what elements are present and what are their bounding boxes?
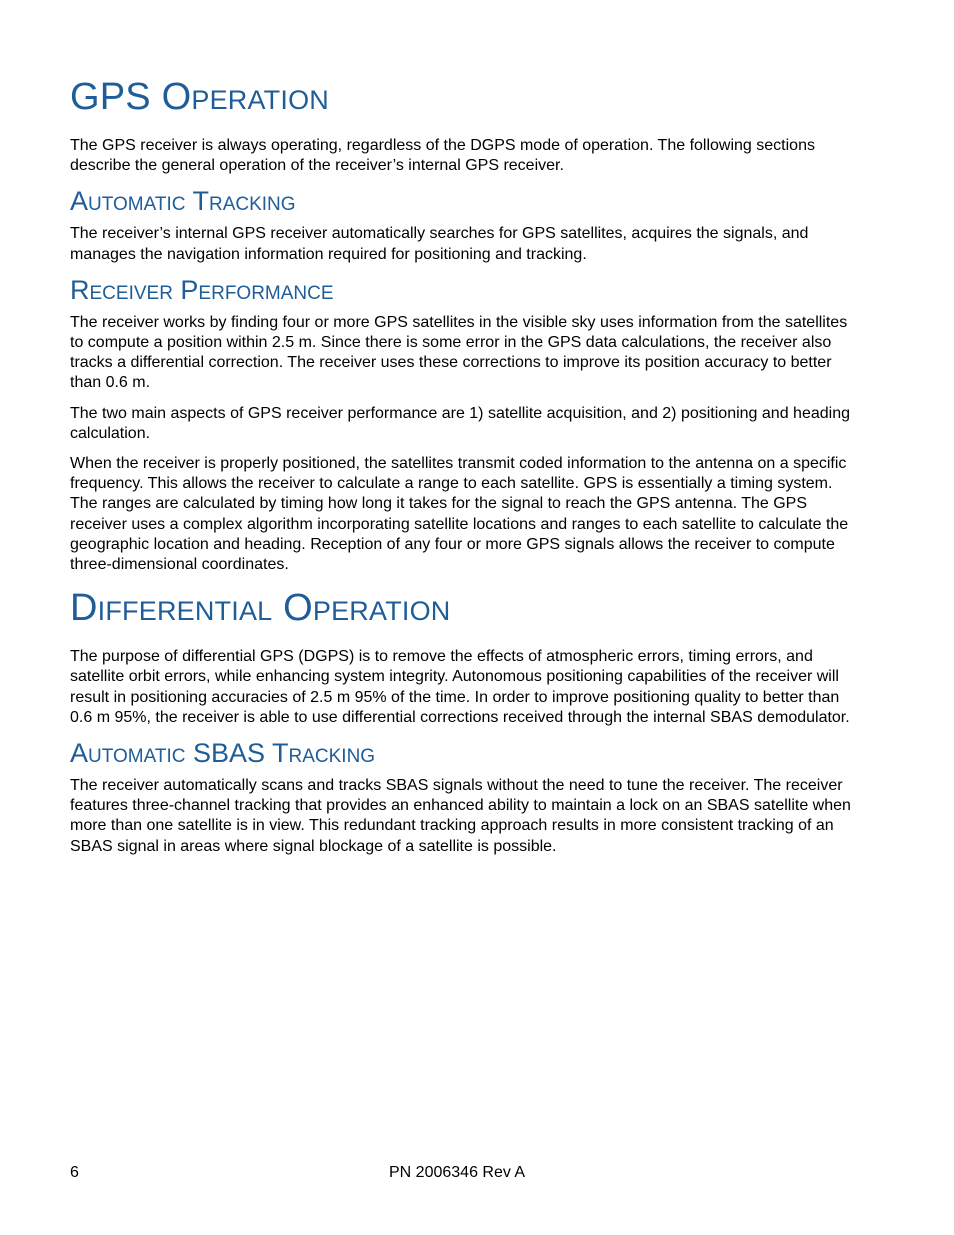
- paragraph: The purpose of differential GPS (DGPS) is to remove the effects of atmospheric errors, timing errors, and satellite orbit errors, while enhancing system integrity. Autonomous positioning capabilities of the receiver will result in positioning accuracies of 2.5 m 95% of the time. In order to improve positioning quality to better than 0.6 m 95%, the receiver is able to use differential corrections received through the internal SBAS demodulator.: [70, 648, 850, 726]
- heading-gps-operation: GPS Operation: [70, 76, 329, 118]
- part-number: PN 2006346 Rev A: [389, 1164, 526, 1181]
- paragraph: When the receiver is properly positioned, the satellites transmit coded information to the antenna on a specific frequency. This allows the receiver to calculate a range to each satellite. GPS is essentially a timing system. The ranges are calculated by timing how long it takes for the signal to reach the GPS antenna. The GPS receiver uses a complex algorithm incorporating satellite locations and ranges to each satellite to calculate the geographic location and heading. Reception of any four or more GPS signals allows the receiver to compute three-dimensional coordinates.: [70, 455, 849, 574]
- paragraph: The two main aspects of GPS receiver performance are 1) satellite acquisition, and 2) positioning and heading calculation.: [70, 404, 850, 442]
- paragraph: The GPS receiver is always operating, regardless of the DGPS mode of operation. The following sections describe the general operation of the receiver’s internal GPS receiver.: [70, 137, 815, 175]
- heading-automatic-sbas-tracking: Automatic SBAS Tracking: [70, 738, 376, 769]
- paragraph: The receiver works by finding four or more GPS satellites in the visible sky uses information from the satellites to compute a position within 2.5 m. Since there is some error in the GPS data calculations, the receiver also tracks a differential correction. The receiver uses these corrections to improve its position accuracy to better than 0.6 m.: [70, 313, 848, 392]
- paragraph: The receiver’s internal GPS receiver automatically searches for GPS satellites, acquires the signals, and manages the navigation information required for positioning and tracking.: [70, 225, 809, 263]
- document-body: [70, 74, 860, 867]
- heading-receiver-performance: Receiver Performance: [70, 274, 334, 305]
- heading-automatic-tracking: Automatic Tracking: [70, 186, 296, 217]
- paragraph: The receiver automatically scans and tracks SBAS signals without the need to tune the receiver. The receiver features three-channel tracking that provides an enhanced ability to maintain a lock on an SBAS satellite when more than one satellite is in view. This redundant tracking approach results in more consistent tracking of an SBAS signal in areas where signal blockage of a satellite is possible.: [70, 777, 851, 855]
- page-number: 6: [70, 1164, 79, 1181]
- heading-differential-operation: Differential Operation: [70, 587, 451, 630]
